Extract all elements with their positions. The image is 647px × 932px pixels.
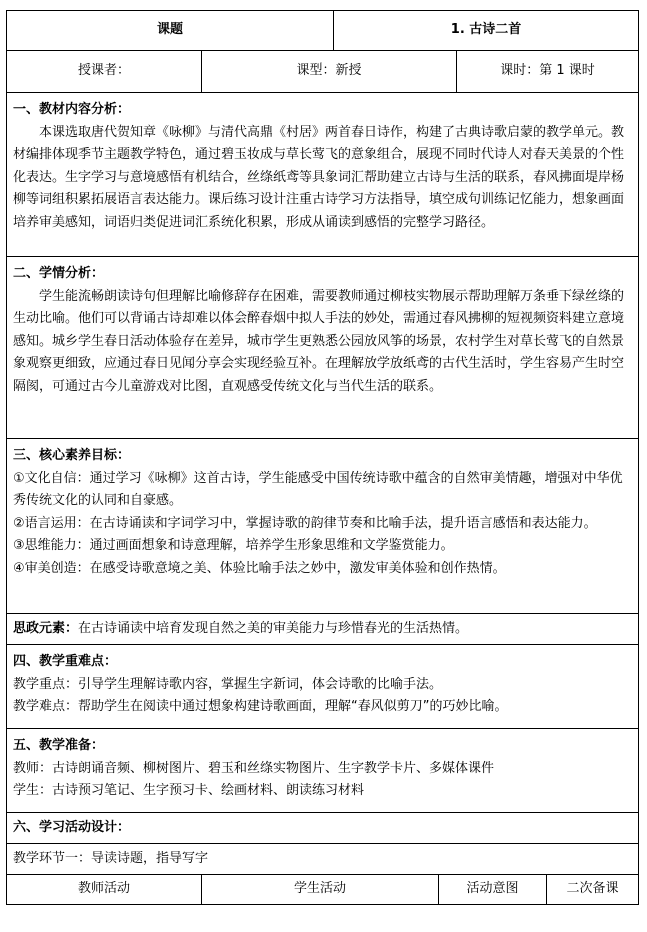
section2-body: 学生能流畅朗读诗句但理解比喻修辞存在困难，需要教师通过柳枝实物展示帮助理解万条垂下绿丝绦的生动比喻。他们可以背诵古诗却难以体会醉春烟中拟人手法的妙处，需通过春风拂柳的短视频资料建立意境感知。城乡学生春日活动体验存在差异，城市学生更熟悉公园放风筝的场景，农村学生对草长莺飞的自然景象观察更细致，应通过春日见闻分享会实现经验互补。在理解放学放纸鸢的古代生活时，学生容易产生时空隔阂，可通过古今儿童游戏对比图，直观感受传统文化与当代生活的联系。 [13,288,625,394]
student-prep-line: 学生：古诗预习笔记、生字预习卡、绘画材料、朗读练习材料 [13,783,365,798]
section1-title: 一、教材内容分析： [13,102,131,117]
goal-item-4: ④审美创造：在感受诗歌意境之美、体验比喻手法之妙中，激发审美体验和创作热情。 [13,560,506,576]
section6-title: 六、学习活动设计： [13,819,131,835]
section-core-goals [7,439,639,614]
section5-title: 五、教学准备： [13,738,105,753]
goal-item-3: ③思维能力：通过画面想象和诗意理解，培养学生形象思维和文学鉴赏能力。 [13,538,454,553]
teacher-prep-line: 教师：古诗朗诵音频、柳树图片、碧玉和丝绦实物图片、生字教学卡片、多媒体课件 [13,760,495,776]
section-activity-design [7,813,639,844]
step1-text: 教学环节一：导读诗题，指导写字 [13,850,209,866]
col-second-prep: 二次备课 [547,875,639,905]
meta-row [7,51,639,93]
lesson-type: 课型：新授 [202,51,457,93]
section2-title: 二、学情分析： [13,266,105,281]
section-student-analysis [7,257,639,439]
section-preparation [7,729,639,813]
lesson-plan-table [6,10,639,905]
section-ideology [7,614,639,645]
ideology-label: 思政元素： [13,620,79,636]
goal-item-1: ①文化自信：通过学习《咏柳》这首古诗，学生能感受中国传统诗歌中蕴含的自然审美情趣，增强对中华优秀传统文化的认同和自豪感。 [13,470,623,508]
teacher-label: 授课者： [7,51,202,93]
difficult-point-line: 教学难点：帮助学生在阅读中通过想象构建诗歌画面，理解“春风似剪刀”的巧妙比喻。 [13,699,508,714]
title-row [7,11,639,51]
col-activity-intent: 活动意图 [439,875,547,905]
section3-title: 三、核心素养目标： [13,448,131,463]
lesson-hours: 课时：第 1 课时 [457,51,639,93]
section-key-points [7,645,639,729]
activity-header-row [7,875,639,905]
key-point-line: 教学重点：引导学生理解诗歌内容，掌握生字新词，体会诗歌的比喻手法。 [13,676,443,692]
section-textbook-analysis [7,93,639,257]
section1-body: 本课选取唐代贺知章《咏柳》与清代高鼎《村居》两首春日诗作，构建了古典诗歌启蒙的教学单元。教材编排体现季节主题教学特色，通过碧玉妆成与草长莺飞的意象组合，展现不同时代诗人对春天美景的个性化表达。生字学习与意境感悟有机结合，丝绦纸鸢等具象词汇帮助建立古诗与生活的联系，春风拂面堤岸杨柳等词组积累拓展语言表达能力。课后练习设计注重古诗学习方法指导，填空成句训练记忆能力，想象画面培养审美感知，词语归类促进词汇系统化积累，形成从诵读到感悟的完整学习路径。 [13,124,625,230]
topic-value: 1. 古诗二首 [334,11,639,51]
section4-title: 四、教学重难点： [13,654,118,669]
topic-label: 课题 [7,11,334,51]
goal-item-2: ②语言运用：在古诗诵读和字词学习中，掌握诗歌的韵律节奏和比喻手法，提升语言感悟和表达能力。 [13,515,597,531]
step1-row [7,844,639,875]
col-student-activity: 学生活动 [202,875,439,905]
ideology-text: 在古诗诵读中培育发现自然之美的审美能力与珍惜春光的生活热情。 [78,620,469,636]
col-teacher-activity: 教师活动 [7,875,202,905]
